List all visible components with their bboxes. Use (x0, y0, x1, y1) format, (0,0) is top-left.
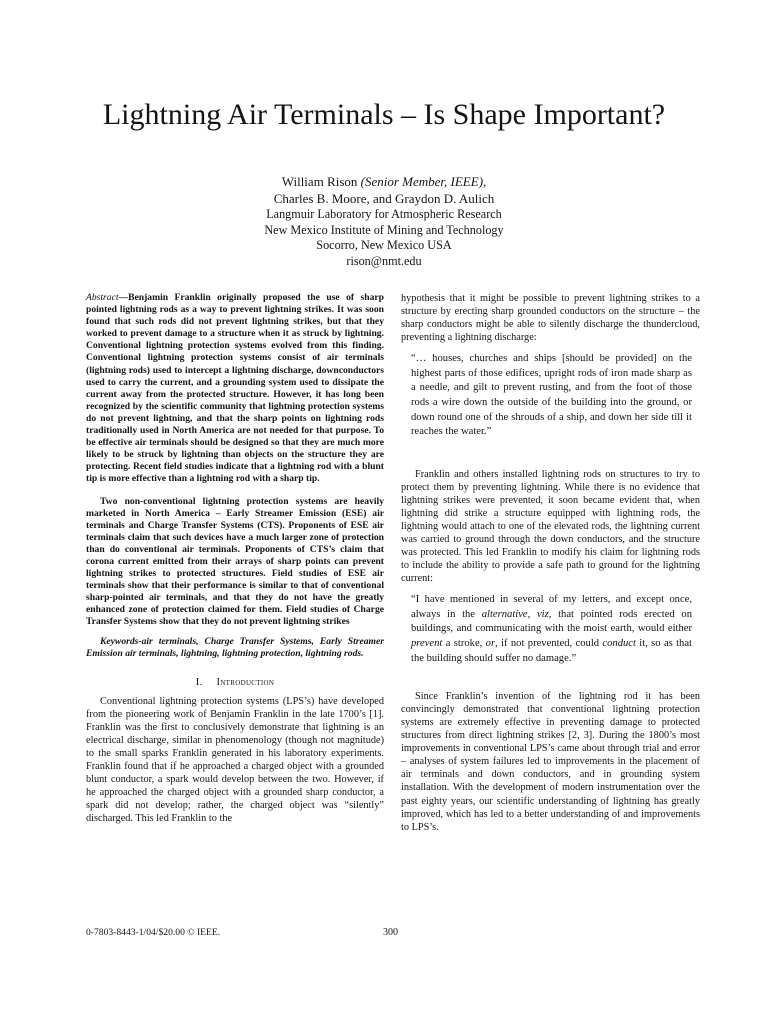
right-column (401, 292, 700, 834)
quote2-part: it, so as that the building should suffer no damage.” (411, 637, 692, 664)
author-block (180, 174, 588, 269)
author-line-end: , (483, 174, 487, 189)
right-paragraph-1: hypothesis that it might be possible to prevent lightning strikes to a structure by erecting sharp grounded conductors on the structure – the sharp conductors might be able to silently discharge the thundercloud, preventing a lightning discharge: (401, 293, 700, 344)
keywords: Keywords-air terminals, Charge Transfer Systems, Early Streamer Emission air terminals, lightning, lightning protection, lightning rods. (86, 635, 384, 659)
author-email: rison@nmt.edu (346, 253, 422, 268)
section-title: Introduction (216, 676, 275, 688)
left-column (86, 292, 384, 825)
quote2-italic: prevent (411, 637, 443, 649)
abstract-lead: Abstract (86, 292, 119, 303)
right-paragraph-3: Since Franklin’s invention of the lightning rod it has been convincingly demonstrated that conventional lightning protection systems are extremely effective in preventing damage to protected structures from direct lightning strikes [2, 3]. During the 1800’s most improvements in conventional LPS’s came about through trial and error – analyses of system failures led to improvements in the placement of air terminals and down conductors, and in grounding system installation. With the development of modern instrumentation over the past eighty years, our scientific understanding of lightning has greatly improved, which has led to a better understanding of and improvements to LPS’s. (401, 691, 700, 833)
page-number: 300 (383, 927, 398, 938)
quote2-italic: alternative, viz (481, 608, 549, 620)
author-line-2: Charles B. Moore, and Graydon D. Aulich (273, 190, 495, 206)
author-name: William Rison (281, 174, 361, 189)
author-role: (Senior Member, IEEE) (360, 174, 484, 189)
right-paragraph-2: Franklin and others installed lightning rods on structures to try to protect them by preventing lightning. While there is no evidence that lightning strikes were prevented, it soon became evident that, when lightning did strike a structure equipped with lightning rods, the lightning would attach to one of the elevated rods, the lightning current was carried to ground through the down conductors, and the structure was protected. This led Franklin to modify his claim for lightning rods to include the ability to provide a safe path to ground for the lightning current: (401, 468, 700, 585)
affiliation-institute: New Mexico Institute of Mining and Technology (264, 222, 504, 237)
paper-title: Lightning Air Terminals – Is Shape Important? (102, 98, 666, 131)
franklin-quote-2 (411, 593, 692, 666)
abstract-paragraph-2: Two non-conventional lightning protection systems are heavily marketed in North America – Early Streamer Emission (ESE) air terminals and Charge Transfer Systems (CTS). Proponents of ESE air terminals claim that such devices have a much larger zone of protection than do conventional air terminals. Proponents of CTS’s claim that corona current emitted from their arrays of sharp points can prevent lightning strikes to protected structures. Field studies of ESE air terminals show that their performance is similar to that of conventional sharp-pointed air terminals, and that they do not have the greatly enhanced zone of protection claimed for them. Field studies of Charge Transfer Systems show that they do not prevent lightning strikes (86, 495, 384, 628)
quote2-part: a stroke, (442, 637, 486, 649)
quote2-part: , that pointed rods erected on buildings, and communicating with the moist earth, would either (411, 608, 692, 635)
affiliation-lab: Langmuir Laboratory for Atmospheric Research (266, 207, 502, 221)
author-line-1 (180, 174, 588, 191)
quote2-part: , if not prevented, could (495, 637, 603, 649)
section-heading-introduction (86, 676, 384, 689)
quote2-italic: or (485, 637, 496, 649)
intro-paragraph-1: Conventional lightning protection systems (LPS’s) have developed from the pioneering work of Benjamin Franklin in the late 1700’s [1]. Franklin was the first to conclusively demonstrate that lightning is an electrical discharge, similar in phenomenology (though not magnitude) to the small sparks Franklin generated in his laboratory experiments. Franklin found that if he approached a charged object with a grounded blunt conductor, a spark would develop between the two. However, if he approached the charged object with a grounded sharp conductor, a spark did not develop; rather, the charged object was “silently” discharged. This led Franklin to the (86, 695, 384, 825)
section-number: I. (195, 676, 203, 688)
quote2-italic: conduct (602, 637, 636, 649)
abstract-paragraph (86, 292, 384, 486)
franklin-quote-1: “… houses, churches and ships [should be provided] on the highest parts of those edifices, upright rods of iron made sharp as a needle, and gilt to prevent rusting, and from the foot of those rods a wire down the outside of the building into the ground, or down round one of the shrouds of a ship, and down her side till it reaches the water.” (411, 353, 692, 438)
copyright-notice: 0-7803-8443-1/04/$20.00 © IEEE. (86, 927, 221, 938)
abstract-text: —Benjamin Franklin originally proposed the use of sharp pointed lightning rods as a way to prevent lightning strikes. It was soon found that such rods did not prevent lightning strikes, but that they worked to prevent damage to a structure when it as struck by lightning. Conventional lightning protection systems evolved from this finding. Conventional lightning protection systems consist of air terminals (lightning rods) used to intercept a lightning discharge, downconductors used to carry the current, and a grounding system used to dissipate the current away from the protected structure. However, it has long been recognized by the scientific community that lightning protection systems do not prevent lightning, and that the sharp points on lightning rods traditionally used in North America are not needed for that purpose. To be effective air terminals should be designed so that they are much more likely to be struck by lightning than objects on the structure they are protecting. Recent field studies indicate that a lightning rod with a blunt tip is more effective than a lightning rod with a sharp tip. (86, 292, 384, 485)
quote2-part: “I have mentioned in several of my letters, and except once, always in the (411, 594, 692, 620)
affiliation-location: Socorro, New Mexico USA (316, 238, 452, 252)
